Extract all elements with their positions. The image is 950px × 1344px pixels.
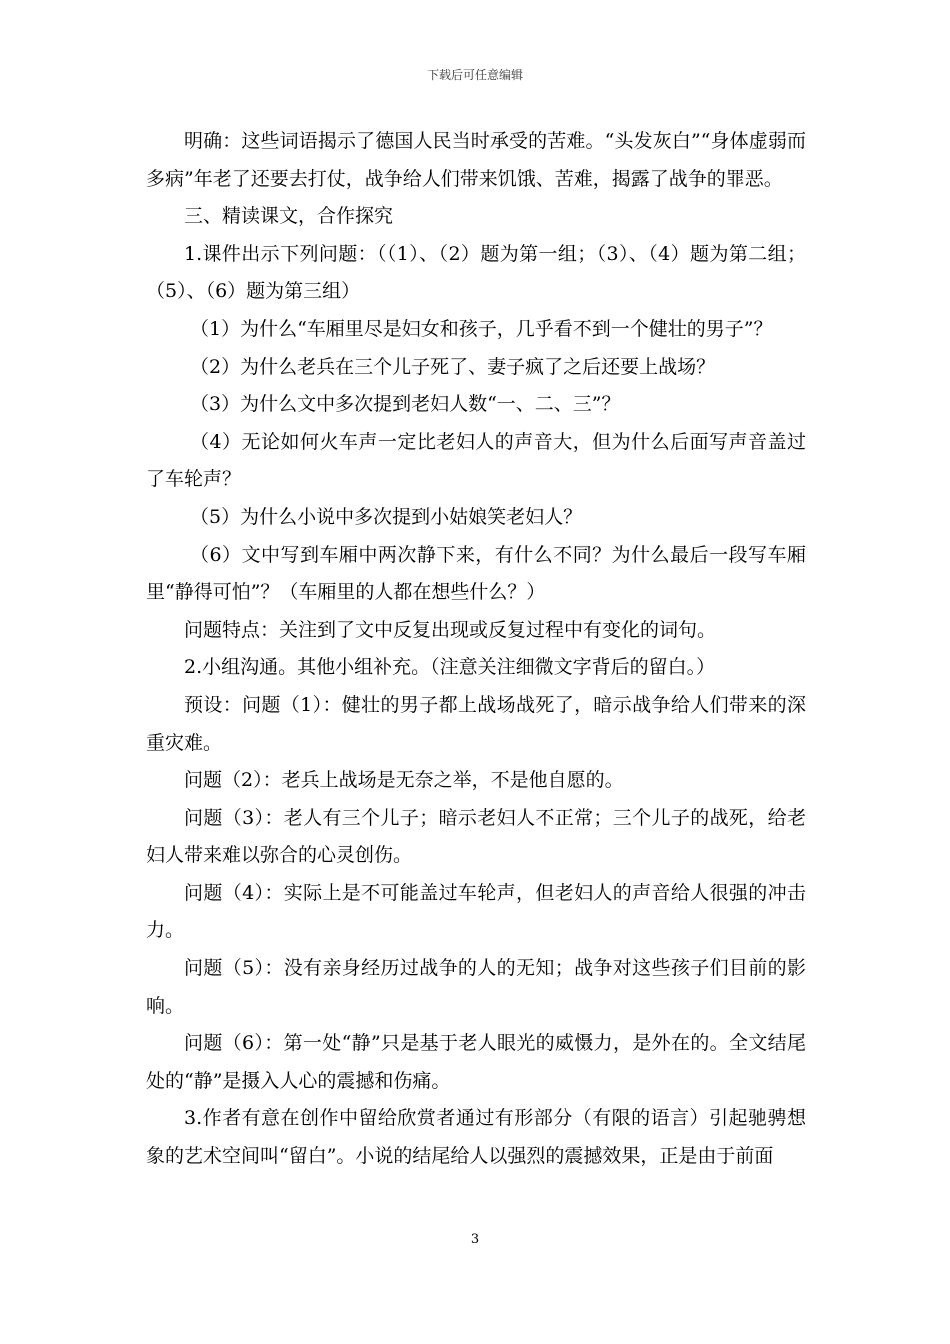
paragraph-clarification: 明确：这些词语揭示了德国人民当时承受的苦难。“头发灰白”“身体虚弱而多病”年老了还要去打仗，战争给人们带来饥饿、苦难，揭露了战争的罪恶。 [146,130,806,190]
answer-4: 问题（4）：实际上是不可能盖过车轮声，但老妇人的声音给人很强的冲击力。 [146,881,806,942]
page-header: 下载后可任意编辑 [426,68,523,82]
paragraph-task-3: 3.作者有意在创作中留给欣赏者通过有形部分（有限的语言）引起驰骋想象的艺术空间叫“留白”。小说的结尾给人以强烈的震撼效果，正是由于前面 [146,1107,806,1168]
answer-6: 问题（6）：第一处“静”只是基于老人眼光的威慑力，是外在的。全文结尾处的“静”是摄入人心的震撼和伤痛。 [146,1032,806,1092]
answer-3: 问题（3）：老人有三个儿子；暗示老妇人不正常；三个儿子的战死，给老妇人带来难以弥合的心灵创伤。 [146,806,806,867]
paragraph-task-2: 2.小组沟通。其他小组补充。（注意关注细微文字背后的留白。） [184,656,716,679]
question-features: 问题特点：关注到了文中反复出现或反复过程中有变化的词句。 [184,618,717,641]
answer-5: 问题（5）：没有亲身经历过战争的人的无知；战争对这些孩子们目前的影响。 [146,957,806,1017]
question-4: （4）无论如何火车声一定比老妇人的声音大，但为什么后面写声音盖过了车轮声？ [146,430,806,491]
question-6: （6）文中写到车厢中两次静下来，有什么不同？为什么最后一段写车厢里“静得可怕”？（车厢里的人都在想些什么？） [146,543,806,604]
question-5: （5）为什么小说中多次提到小姑娘笑老妇人？ [190,505,583,528]
page-number: 3 [470,1232,480,1247]
question-3: （3）为什么文中多次提到老妇人数“一、二、三”？ [190,393,621,416]
question-1: （1）为什么“车厢里尽是妇女和孩子，几乎看不到一个健壮的男子”？ [190,317,773,340]
answer-1: 预设：问题（1）：健壮的男子都上战场战死了，暗示战争给人们带来的深重灾难。 [146,693,806,754]
question-2: （2）为什么老兵在三个儿子死了、妻子疯了之后还要上战场？ [190,355,716,378]
answer-2: 问题（2）：老兵上战场是无奈之举，不是他自愿的。 [184,769,624,792]
document-body [146,123,806,1176]
section-heading: 三、精读课文，合作探究 [184,205,394,228]
paragraph-task-1: 1.课件出示下列问题：（（1）、（2）题为第一组；（3）、（4）题为第二组；（5）、（6）题为第三组） [146,242,806,303]
